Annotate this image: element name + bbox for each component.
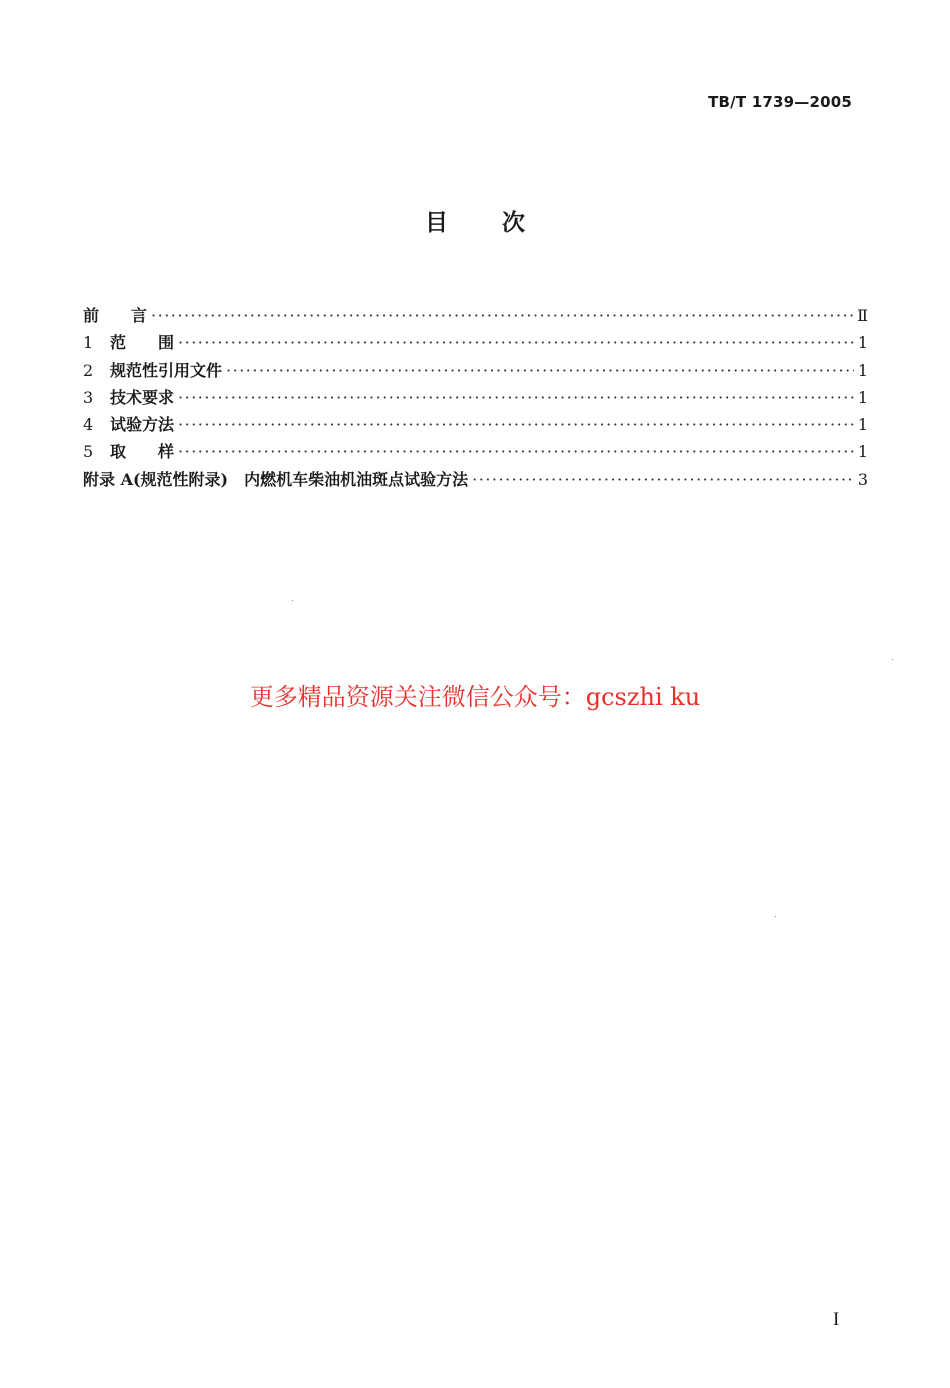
toc-entry-number: 2 <box>83 360 94 380</box>
toc-entry-page: 1 <box>857 333 868 353</box>
toc-entry-number: 3 <box>83 387 94 407</box>
toc-entry-label: 技术要求 <box>110 387 175 407</box>
toc-entry-label: 范 围 <box>110 333 175 353</box>
toc-entry-number: 1 <box>83 333 94 353</box>
scan-speck <box>292 600 293 601</box>
toc-entry-normative-references[interactable] <box>83 358 868 385</box>
toc-entry-label: 前 言 <box>83 306 148 325</box>
leader-dots <box>178 388 854 407</box>
scan-speck <box>775 916 776 917</box>
toc-entry-page: 1 <box>857 415 868 435</box>
toc-entry-label: 取 样 <box>110 442 175 462</box>
toc-entry-page: Ⅱ <box>857 306 868 325</box>
leader-dots <box>178 333 854 352</box>
leader-dots <box>226 361 854 380</box>
page-title: 目次 <box>425 210 579 236</box>
toc-entry-test-methods[interactable] <box>83 412 868 439</box>
toc-entry-label: 规范性引用文件 <box>110 360 223 380</box>
toc-entry-sampling[interactable] <box>83 439 868 466</box>
leader-dots <box>472 470 854 489</box>
toc-entry-label: 试验方法 <box>110 415 175 435</box>
leader-dots <box>151 306 853 325</box>
toc-entry-page: 1 <box>857 387 868 407</box>
toc-entry-scope[interactable] <box>83 330 868 357</box>
toc-entry-number: 4 <box>83 415 94 435</box>
toc-entry-page: 3 <box>857 469 868 489</box>
toc-entry-page: 1 <box>857 442 868 462</box>
table-of-contents <box>83 303 868 494</box>
toc-entry-number: 5 <box>83 442 94 462</box>
toc-entry-page: 1 <box>857 360 868 380</box>
toc-entry-foreword[interactable] <box>83 303 868 330</box>
page-number: I <box>833 1309 840 1330</box>
promo-notice: 更多精品资源关注微信公众号：gcszhi ku <box>249 683 701 711</box>
leader-dots <box>178 415 854 434</box>
toc-entry-label: 附录 A(规范性附录) 内燃机车柴油机油斑点试验方法 <box>83 469 469 489</box>
document-code: TB/T 1739—2005 <box>708 93 852 111</box>
scan-speck <box>892 659 893 660</box>
toc-entry-annex-a[interactable] <box>83 467 868 494</box>
toc-entry-technical-requirements[interactable] <box>83 385 868 412</box>
leader-dots <box>178 442 854 461</box>
